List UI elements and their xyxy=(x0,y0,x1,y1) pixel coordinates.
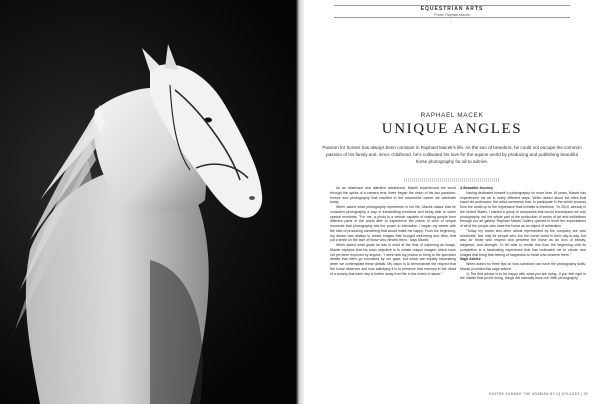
page-gutter xyxy=(296,0,304,404)
header-rule-bottom xyxy=(334,17,570,18)
paragraph: As an observant and attentive adolescent, Macek experienced the world through the optics of a camera lens; there began the union of his two passions: horses and photography that resulted in the successful career we celebrate today. xyxy=(330,186,456,205)
paragraph: When asked what goals he has in mind at the time of capturing an image, Macek explains that his main objective is to create unique images, which have not yet been explored by anyone. "I seek with my photos to bring to the spectator details that often go unnoticed by our gaze, but which are equally fascinating when we contemplate these details. My vision is to demonstrate the respect that the horse deserves and how satisfying it is to preserve that memory in the midst of a society that each day is further away from life in the midst of nature." xyxy=(330,243,456,276)
paragraph: Having dedicated himself to photography for more than 16 years, Macek has experienced his art in many different ways. When asked about the titles that stand his profession, the artist comments that, to participate in the whole process from the ambit up to the impressive final exhibits is immense. "In 2019, already in the United States, I started a group of companies that would encompass not only photography, but the whole part of the production of works of art and exhibitions through our art gallery. Raphael Macek Gallery opened to meet the expectations of all of the people who have the horse as an object of admiration. xyxy=(460,190,586,228)
byline: RAPHAEL MACEK xyxy=(420,112,484,119)
headline: UNIQUE ANGLES xyxy=(381,121,523,137)
standfirst: Passion for horses has always been constant in Raphael Macek's life. As the son of breeders, he could not escape the common passion of his family and, since childhood, he's cultivated his love for the equine world by producing and publishing beautiful horse photography for all to admire. xyxy=(322,145,582,165)
subheading: Sage Advice xyxy=(460,257,481,262)
article-column-1 xyxy=(330,186,456,276)
article-column-2 xyxy=(460,186,586,281)
section-header xyxy=(304,6,600,17)
divider-ornament xyxy=(404,178,500,182)
paragraph: When asked for three tips on how someone can have the photography skills, Macek provided this sage advice: xyxy=(460,262,586,271)
white-horse-illustration xyxy=(0,0,296,404)
subheading: A Beautiful Journey xyxy=(460,186,493,190)
paragraph: "Today my works and other artists represented by the company are sold worldwide. Not only for people who live the horse world in their day-to-day, but also for those who respect and perceive the horse as an icon of beauty, elegance, and strength. To be able to create this from the beginning until its completion is a fascinating experience that has motivated me to create new images that bring that feeling of happiness to those who observe them." xyxy=(460,228,586,257)
photo-credit: Photo: Raphael Macek xyxy=(434,13,470,17)
article-page xyxy=(304,0,600,404)
paragraph: 1) The first advice is to be happy with what you are doing. If you feel right in the middle that you're doing, things will naturally work out. With photography, xyxy=(460,271,586,281)
page-folio: EASTER SUMMER THE ARABIAN BY IQ KOLAGES | 39 xyxy=(489,392,588,396)
section-title: EQUESTRIAN ARTS xyxy=(420,6,484,12)
paragraph: When asked what photography represents in his life, Macek states that he considers photography a way of transmitting emotions and being able to share special moments. "For me, a photo is a vehicle capable of making people from different parts of the world able to experience the points of view of unique moments that photography has the power to eternalize. I began my career with the idea of producing something that would make me happy. From the beginning, my dream was always to create images that brought well-being and bliss, that put a smile on the face of those who viewed them," says Macek. xyxy=(330,205,456,243)
horse-photo xyxy=(0,0,296,404)
